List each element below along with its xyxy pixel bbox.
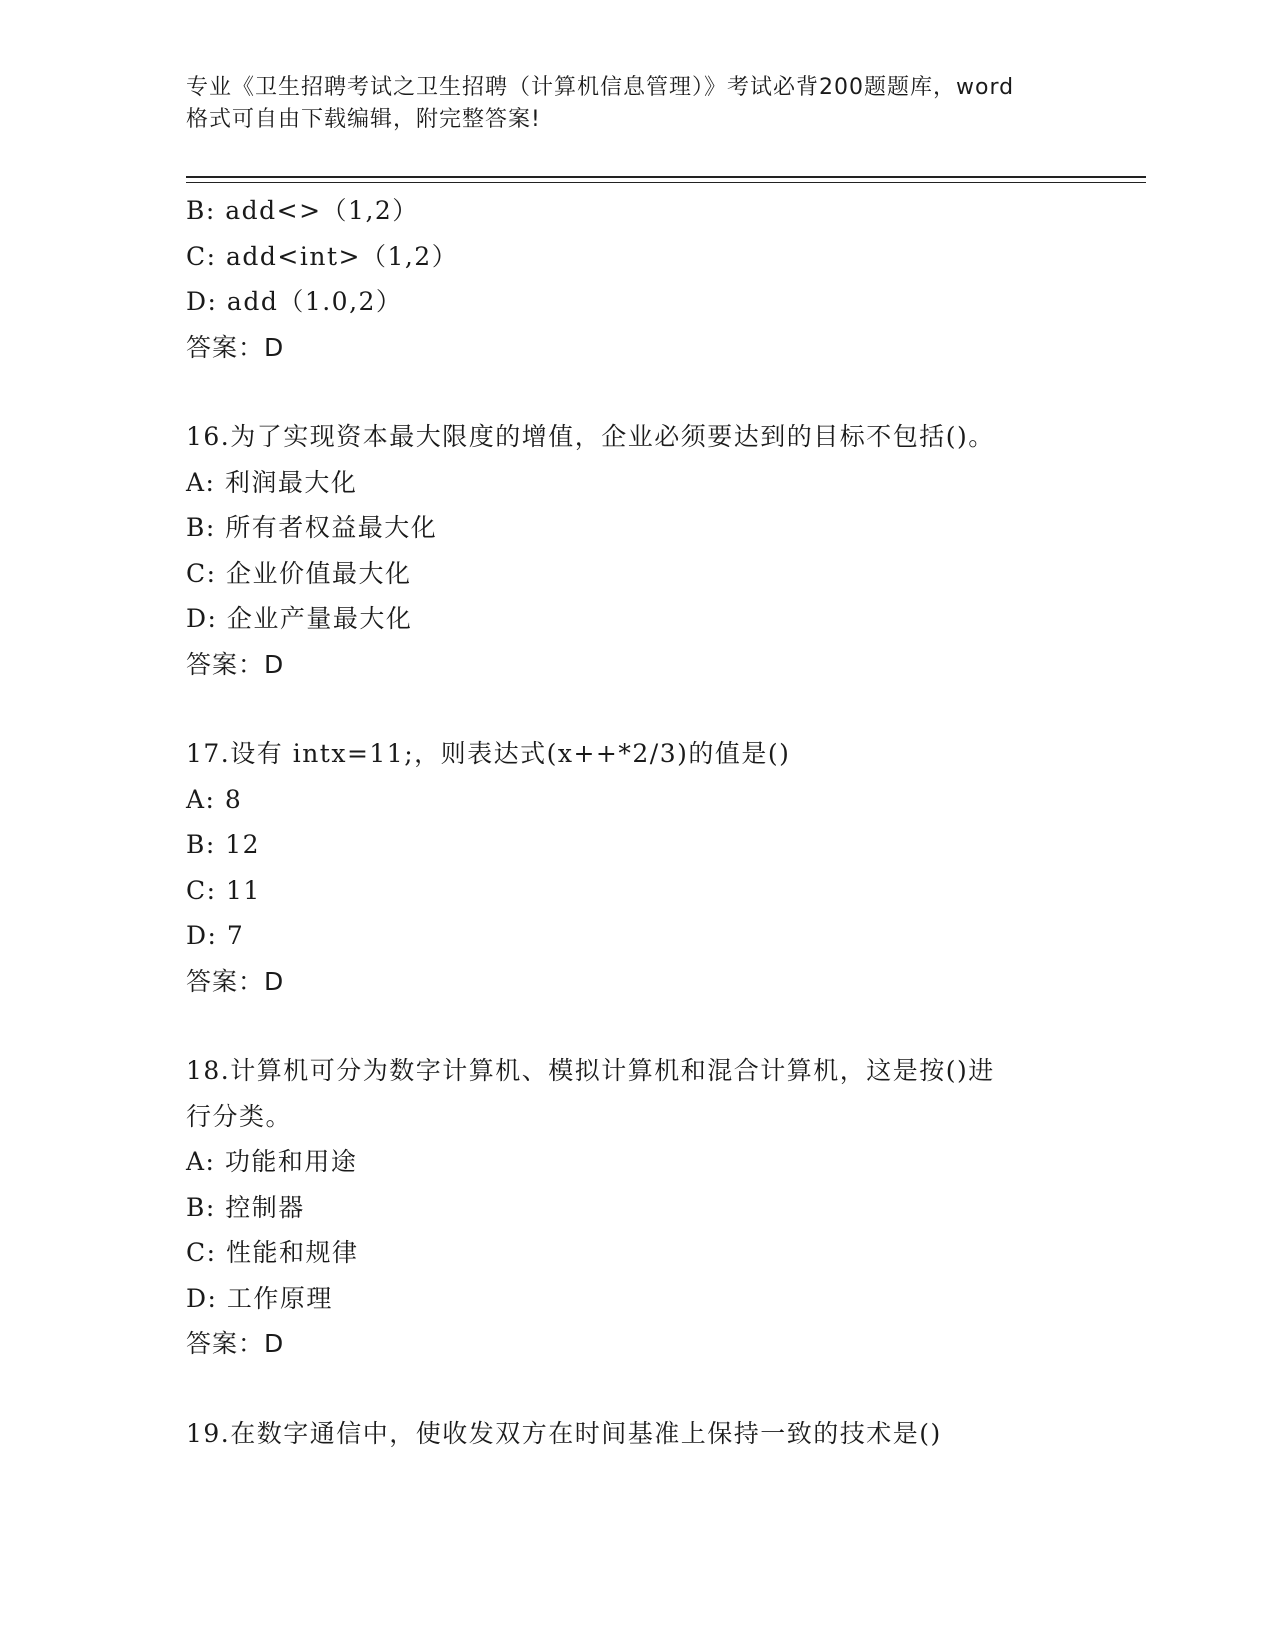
option-b: B: add<>（1,2） [186,196,419,225]
option-b: B: 控制器 [186,1192,305,1222]
question-stem: 19.在数字通信中，使收发双方在时间基准上保持一致的技术是() [186,1418,942,1448]
answer-line: 答案：D [186,649,285,679]
answer-line: 答案：D [186,966,285,996]
header-divider-thick [186,176,1146,178]
question-stem: 17.设有 intx=11;，则表达式(x++*2/3)的值是() [186,739,791,768]
spacer [186,687,1086,731]
question-stem-line-2: 行分类。 [186,1101,293,1131]
option-c: C: 性能和规律 [186,1238,359,1267]
spacer [186,370,1086,414]
option-d: D: 企业产量最大化 [186,604,413,633]
question-16 [186,414,1086,687]
header-title-line-1: 专业《卫生招聘考试之卫生招聘（计算机信息管理）》考试必背200题题库，word [186,75,1015,100]
option-b: B: 所有者权益最大化 [186,513,438,542]
option-a: A: 功能和用途 [186,1147,358,1176]
question-18 [186,1048,1086,1367]
option-d: D: 7 [186,921,245,950]
answer-line: 答案：D [186,332,285,362]
option-c: C: 企业价值最大化 [186,558,412,588]
header-title-line-2: 格式可自由下载编辑，附完整答案! [186,107,541,132]
option-c: C: 11 [186,875,261,905]
question-17 [186,731,1086,1004]
document-header [186,72,1086,136]
option-a: A: 8 [186,784,243,814]
question-stem-line-1: 18.计算机可分为数字计算机、模拟计算机和混合计算机，这是按()进 [186,1056,995,1085]
option-c: C: add<int>（1,2） [186,241,459,271]
option-d: D: add（1.0,2） [186,287,403,316]
option-a: A: 利润最大化 [186,467,358,497]
question-stem: 16.为了实现资本最大限度的增值，企业必须要达到的目标不包括()。 [186,422,995,451]
header-divider-thin [186,182,1146,183]
option-d: D: 工作原理 [186,1283,333,1313]
spacer [186,1004,1086,1048]
question-19 [186,1411,1086,1457]
option-b: B: 12 [186,830,261,859]
answer-line: 答案：D [186,1329,285,1358]
question-list [186,188,1086,1456]
question-15-continued [186,188,1086,370]
spacer [186,1367,1086,1411]
